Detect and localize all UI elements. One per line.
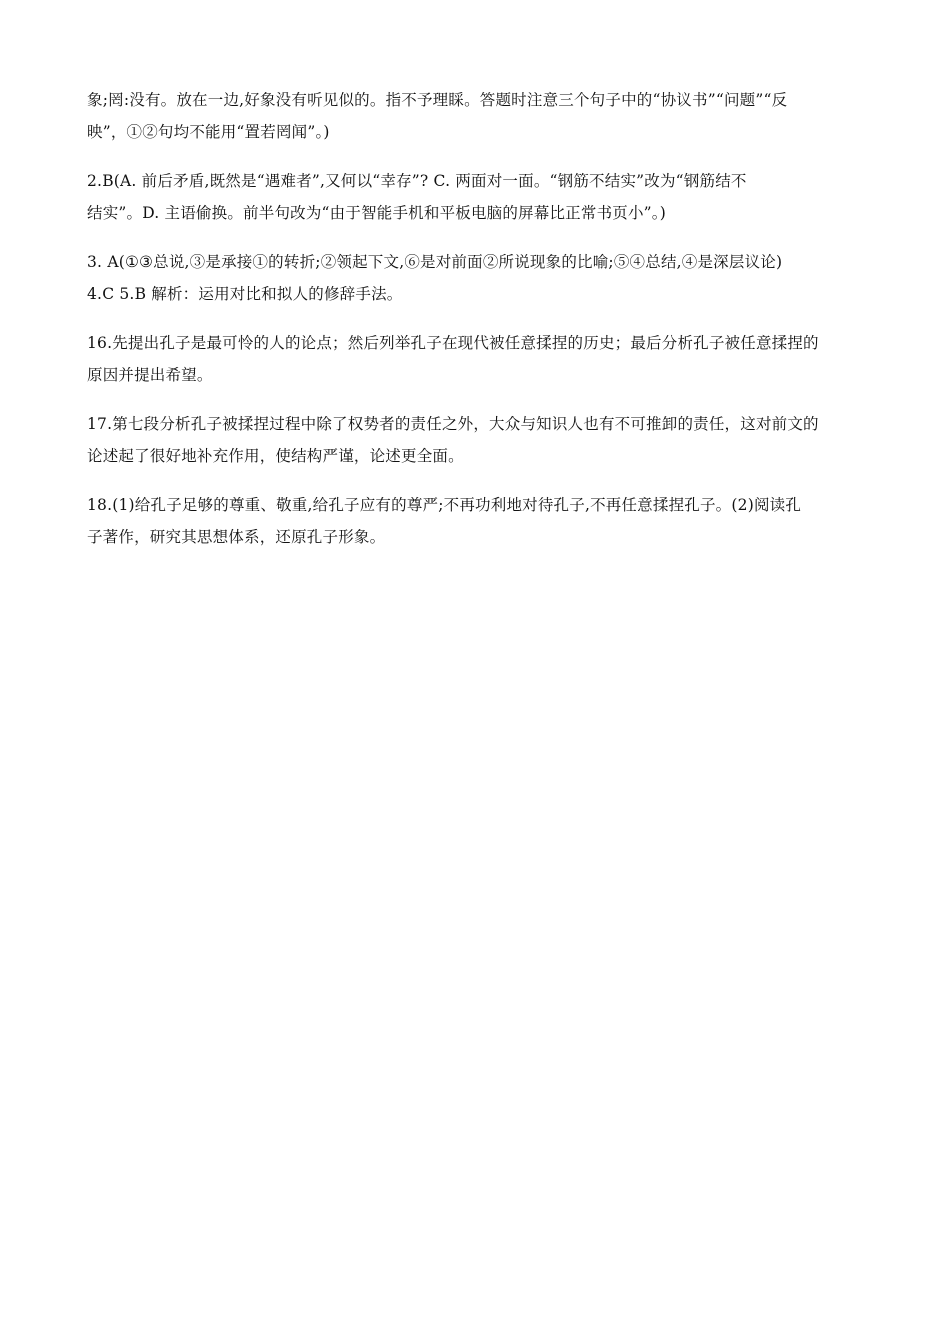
answer-paragraph-16 [87, 327, 867, 391]
answer-paragraph-idiom [87, 84, 867, 148]
text-line: 子著作，研究其思想体系，还原孔子形象。 [87, 528, 386, 546]
text-line: 17.第七段分析孔子被揉捏过程中除了权势者的责任之外，大众与知识人也有不可推卸的责任，这对前文的 [87, 415, 819, 433]
answer-paragraph-2 [87, 165, 867, 229]
answer-page [87, 84, 867, 553]
text-line: 2.B(A. 前后矛盾,既然是“遇难者”,又何以“幸存”? C. 两面对一面。“钢筋不结实”改为“钢筋结不 [87, 172, 747, 190]
text-line: 18.(1)给孔子足够的尊重、敬重,给孔子应有的尊严;不再功利地对待孔子,不再任意揉捏孔子。(2)阅读孔 [87, 496, 802, 514]
text-line: 结实”。D. 主语偷换。前半句改为“由于智能手机和平板电脑的屏幕比正常书页小”。) [87, 204, 667, 222]
text-line: 原因并提出希望。 [87, 366, 213, 384]
text-line: 3. A(①③总说,③是承接①的转折;②领起下文,⑥是对前面②所说现象的比喻;⑤④总结,④是深层议论) [87, 253, 783, 271]
answer-paragraph-3-5 [87, 246, 867, 310]
text-line: 象;罔:没有。放在一边,好象没有听见似的。指不予理睬。答题时注意三个句子中的“协议书”“问题”“反 [87, 91, 788, 109]
text-line: 16.先提出孔子是最可怜的人的论点；然后列举孔子在现代被任意揉捏的历史；最后分析孔子被任意揉捏的 [87, 334, 819, 352]
answer-paragraph-18 [87, 489, 867, 553]
text-line: 论述起了很好地补充作用，使结构严谨，论述更全面。 [87, 447, 464, 465]
answer-paragraph-17 [87, 408, 867, 472]
text-line: 映”，①②句均不能用“置若罔闻”。) [87, 123, 330, 141]
text-line: 4.C 5.B 解析：运用对比和拟人的修辞手法。 [87, 285, 403, 303]
